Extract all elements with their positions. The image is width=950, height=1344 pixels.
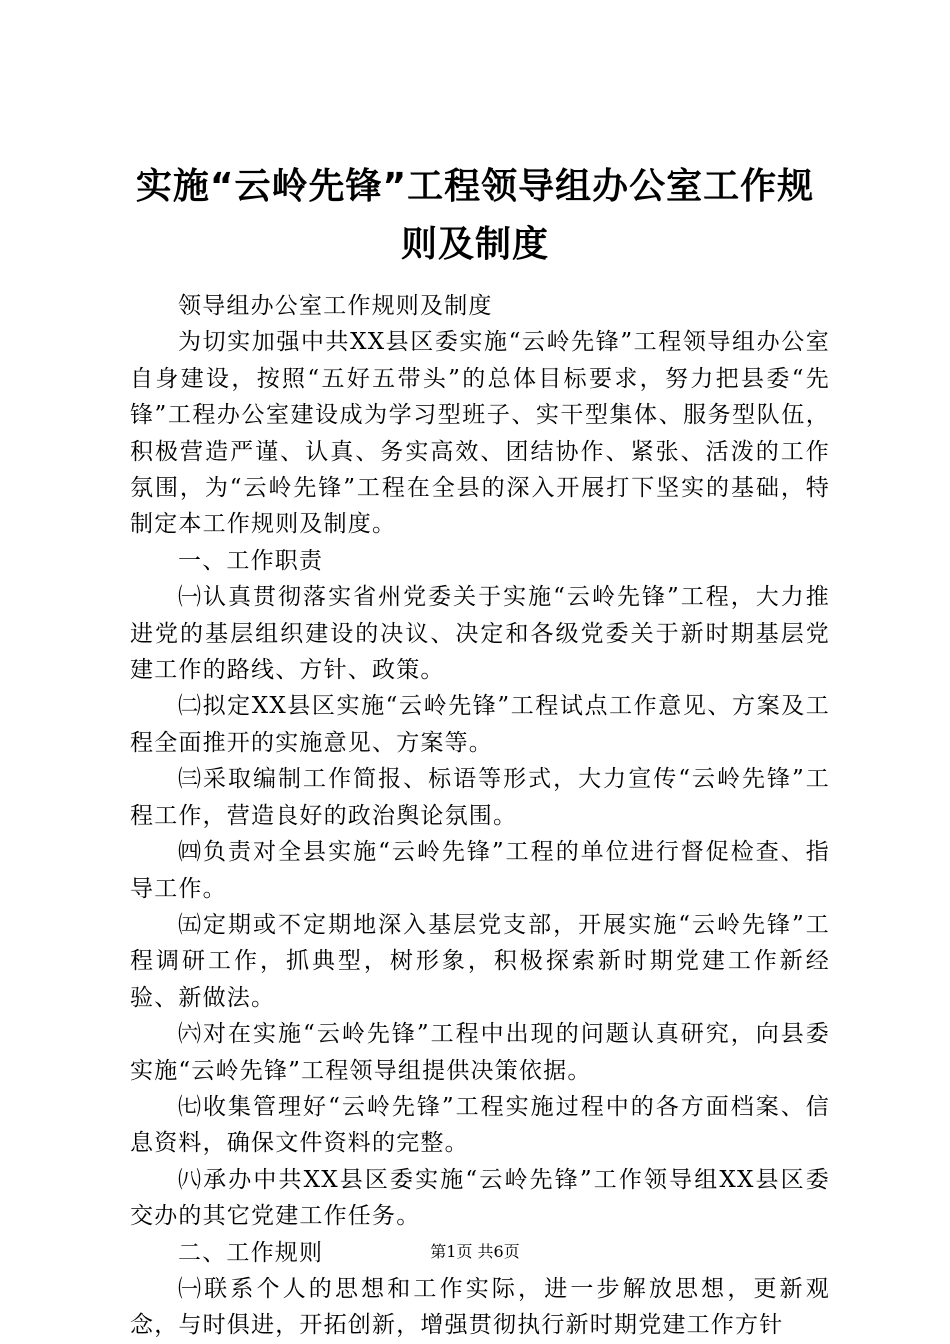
document-title: 实施“云岭先锋”工程领导组办公室工作规则及制度 — [135, 166, 815, 265]
paragraph: ㈠联系个人的思想和工作实际，进一步解放思想，更新观念，与时俱进，开拓创新，增强贯彻执行新时期党建工作方针 — [130, 1275, 830, 1339]
paragraph: ㈣负责对全县实施“云岭先锋”工程的单位进行督促检查、指导工作。 — [130, 839, 830, 902]
paragraph: ㈡拟定XX县区实施“云岭先锋”工程试点工作意见、方案及工程全面推开的实施意见、方案等。 — [130, 693, 830, 756]
section-heading: 一、工作职责 — [178, 547, 324, 574]
document-body — [130, 288, 830, 1344]
paragraph: ㈤定期或不定期地深入基层党支部，开展实施“云岭先锋”工程调研工作，抓典型，树形象，积极探索新时期党建工作新经验、新做法。 — [130, 911, 830, 1011]
page-footer: 第1页 共6页 — [430, 1242, 520, 1261]
paragraph: 领导组办公室工作规则及制度 — [178, 293, 493, 319]
paragraph: 为切实加强中共XX县区委实施“云岭先锋”工程领导组办公室自身建设，按照“五好五带头”的总体目标要求，努力把县委“先锋”工程办公室建设成为学习型班子、实干型集体、服务型队伍，积极营造严谨、认真、务实高效、团结协作、紧张、活泼的工作氛围，为“云岭先锋”工程在全县的深入开展打下坚实的基础，特制定本工作规则及制度。 — [130, 329, 830, 538]
paragraph: ㈠认真贯彻落实省州党委关于实施“云岭先锋”工程，大力推进党的基层组织建设的决议、决定和各级党委关于新时期基层党建工作的路线、方针、政策。 — [130, 584, 830, 684]
paragraph: ㈧承办中共XX县区委实施“云岭先锋”工作领导组XX县区委交办的其它党建工作任务。 — [130, 1166, 830, 1230]
section-heading: 二、工作规则 — [178, 1239, 324, 1266]
paragraph: ㈥对在实施“云岭先锋”工程中出现的问题认真研究，向县委实施“云岭先锋”工程领导组提供决策依据。 — [130, 1021, 830, 1084]
paragraph: ㈦收集管理好“云岭先锋”工程实施过程中的各方面档案、信息资料，确保文件资料的完整。 — [130, 1093, 830, 1157]
paragraph: ㈢采取编制工作简报、标语等形式，大力宣传“云岭先锋”工程工作，营造良好的政治舆论氛围。 — [130, 766, 830, 829]
